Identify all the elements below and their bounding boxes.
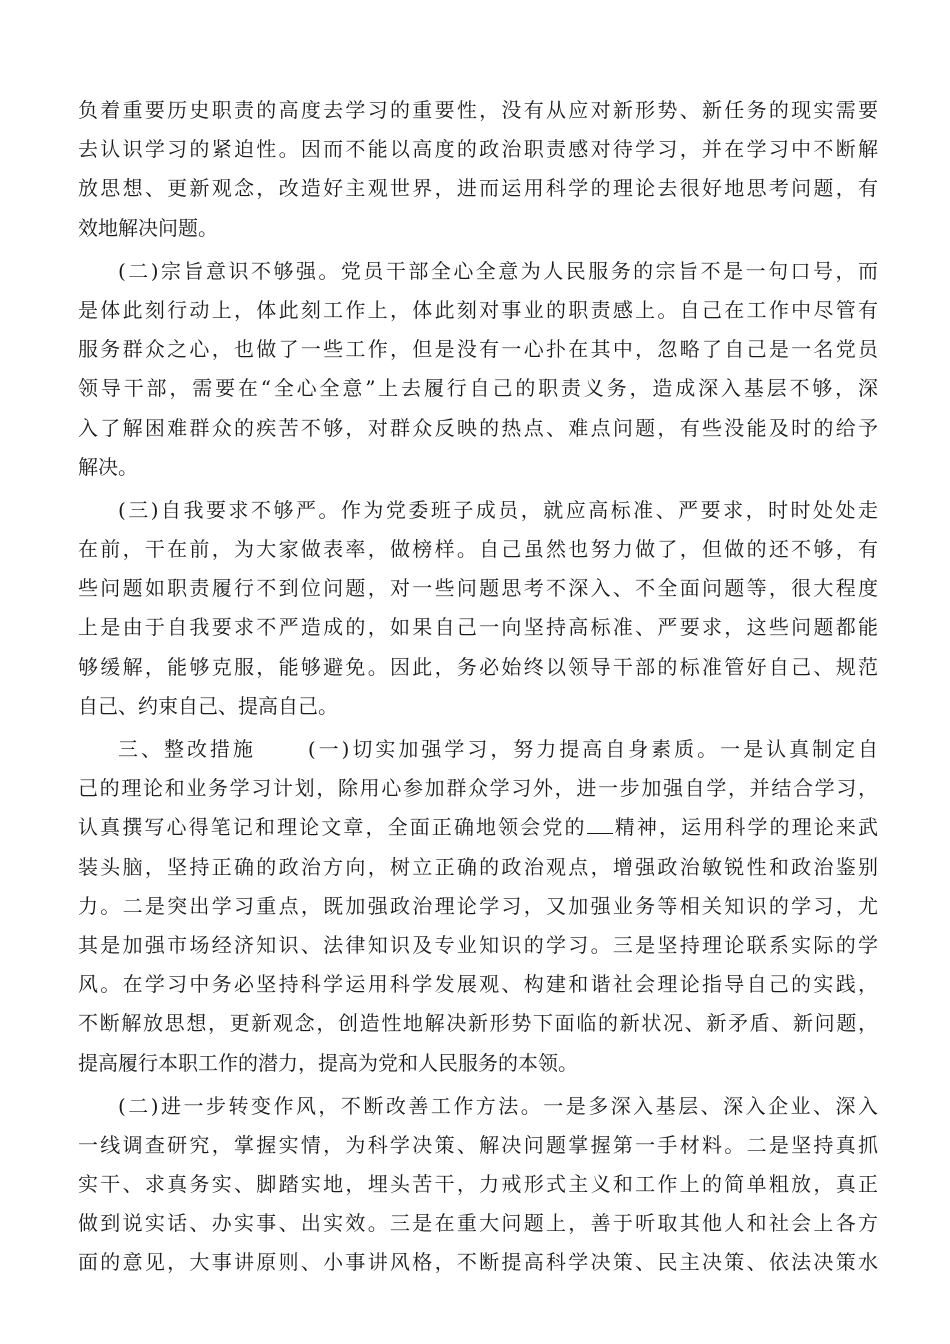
text-line: 风。在学习中务必坚持科学运用科学发展观、构建和谐社会理论指导自己的实践， — [78, 972, 878, 997]
blank-underline — [587, 813, 613, 834]
text-span: (一)切实加强学习，努力提高自身素质。一是认真制定自 — [307, 737, 879, 761]
text-line: 服务群众之心，也做了一些工作，但是没有一心扑在其中，忽略了自己是一名党员 — [78, 337, 878, 362]
text-line — [78, 730, 878, 769]
text-line: 放思想、更新观念，改造好主观世界，进而运用科学的理论去很好地思考问题，有 — [78, 176, 878, 201]
text-line: 解决。 — [78, 454, 138, 479]
text-line: 实干、求真务实、脚踏实地，埋头苦干，力戒形式主义和工作上的简单粗放，真正 — [78, 1172, 878, 1197]
text-line: 装头脑，坚持正确的政治方向，树立正确的政治观点，增强政治敏锐性和政治鉴别 — [78, 854, 878, 879]
paragraph-3 — [78, 491, 878, 726]
text-line: 不断解放思想，更新观念，创造性地解决新形势下面临的新状况、新矛盾、新问题， — [78, 1011, 878, 1036]
paragraph-5 — [78, 1087, 878, 1283]
document-page — [78, 91, 878, 1283]
text-line: 够缓解，能够克服，能够避免。因此，务必始终以领导干部的标准管好自己、规范 — [78, 654, 878, 679]
paragraph-4 — [78, 730, 878, 1083]
text-line: 入了解困难群众的疾苦不够，对群众反映的热点、难点问题，有些没能及时的给予 — [78, 415, 878, 440]
text-line: 些问题如职责履行不到位问题，对一些问题思考不深入、不全面问题等，很大程度 — [78, 576, 878, 601]
text-line: 一线调查研究，掌握实情，为科学决策、解决问题掌握第一手材料。二是坚持真抓 — [78, 1132, 878, 1157]
text-line: 负着重要历史职责的高度去学习的重要性，没有从应对新形势、新任务的现实需要 — [78, 98, 878, 122]
text-line: 去认识学习的紧迫性。因而不能以高度的政治职责感对待学习，并在学习中不断解 — [78, 137, 878, 162]
paragraph-1 — [78, 91, 878, 248]
paragraph-2 — [78, 252, 878, 487]
text-line: 做到说实话、办实事、出实效。三是在重大问题上，善于听取其他人和社会上各方 — [78, 1211, 878, 1236]
text-line: 自己、约束自己、提高自己。 — [78, 693, 338, 718]
text-line: (二)宗旨意识不够强。党员干部全心全意为人民服务的宗旨不是一句口号，而 — [118, 258, 878, 283]
text-line: (三)自我要求不够严。作为党委班子成员，就应高标准、严要求，时时处处走 — [118, 497, 878, 522]
text-line: 力。二是突出学习重点，既加强政治理论学习，又加强业务等相关知识的学习，尤 — [78, 893, 878, 918]
text-line: 己的理论和业务学习计划，除用心参加群众学习外，进一步加强自学，并结合学习， — [78, 776, 878, 801]
text-line: 在前，干在前，为大家做表率，做榜样。自己虽然也努力做了，但做的还不够，有 — [78, 537, 878, 562]
section-heading: 三、整改措施 — [118, 737, 256, 761]
text-span: 精神，运用科学的理论来武 — [612, 815, 879, 840]
text-line: 是体此刻行动上，体此刻工作上，体此刻对事业的职责感上。自己在工作中尽管有 — [78, 297, 878, 322]
text-line: 其是加强市场经济知识、法律知识及专业知识的学习。三是坚持理论联系实际的学 — [78, 932, 878, 957]
text-span: 认真撰写心得笔记和理论文章，全面正确地领会党的 — [78, 815, 587, 840]
text-line: 上是由于自我要求不严造成的，如果自己一向坚持高标准、严要求，这些问题都能 — [78, 615, 878, 640]
text-line: 效地解决问题。 — [78, 215, 218, 240]
text-line: 提高履行本职工作的潜力，提高为党和人民服务的本领。 — [78, 1050, 578, 1075]
text-line: (二)进一步转变作风，不断改善工作方法。一是多深入基层、深入企业、深入 — [118, 1093, 878, 1118]
text-line: 领导干部，需要在“全心全意”上去履行自己的职责义务，造成深入基层不够，深 — [78, 376, 878, 401]
text-line: 面的意见，大事讲原则、小事讲风格，不断提高科学决策、民主决策、依法决策水 — [78, 1250, 878, 1275]
text-line — [78, 808, 878, 847]
